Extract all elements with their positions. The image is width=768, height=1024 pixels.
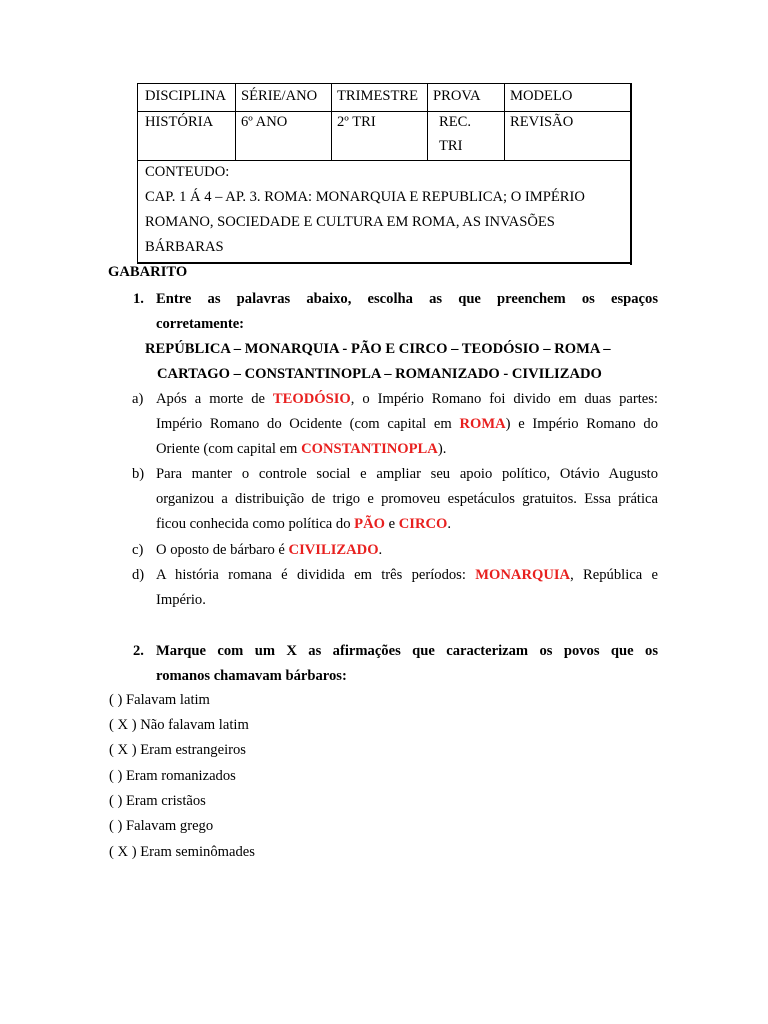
answer-teodosio: TEODÓSIO [272, 391, 351, 407]
item-a-marker: a) [132, 391, 144, 407]
conteudo-line: ROMANO, SOCIEDADE E CULTURA EM ROMA, AS INVASÕES [145, 214, 555, 230]
value-prova: REC. [439, 114, 472, 130]
item-d-marker: d) [132, 567, 145, 583]
table-border-left [137, 83, 138, 263]
item-d-line1: A história romana é dividida em três períodos: MONARQUIA, República e [156, 567, 658, 583]
header-trimestre: TRIMESTRE [337, 88, 419, 104]
q2-option: ( ) Falavam latim [109, 692, 210, 708]
answer-constantinopla: CONSTANTINOPLA [301, 441, 438, 457]
q2-number: 2. [133, 643, 144, 659]
table-col-divider [235, 83, 236, 160]
item-b-line2: organizou a distribuição de trigo e promoveu espetáculos gratuitos. Essa prática [156, 491, 658, 507]
item-c-line: O oposto de bárbaro é CIVILIZADO. [156, 542, 383, 558]
header-prova: PROVA [433, 88, 481, 104]
item-a-line2: Império Romano do Ocidente (com capital em ROMA) e Império Romano do [156, 416, 658, 432]
q2-prompt-line1: Marque com um X as afirmações que caracterizam os povos que os [156, 643, 658, 659]
value-trimestre: 2º TRI [337, 114, 376, 130]
q2-prompt-line2: romanos chamavam bárbaros: [156, 668, 347, 684]
header-serie-ano: SÉRIE/ANO [241, 88, 318, 104]
header-modelo: MODELO [510, 88, 573, 104]
q2-option: ( X ) Eram estrangeiros [109, 742, 246, 758]
table-col-divider [427, 83, 428, 160]
item-a-line1: Após a morte de TEODÓSIO, o Império Romano foi divido em duas partes: [156, 391, 658, 407]
q2-option: ( X ) Eram seminômades [109, 844, 255, 860]
conteudo-line: BÁRBARAS [145, 239, 224, 255]
q1-prompt-line1: Entre as palavras abaixo, escolha as que preenchem os espaços [156, 291, 658, 307]
item-c-marker: c) [132, 542, 144, 558]
q2-option: ( X ) Não falavam latim [109, 717, 249, 733]
word-bank-line1: REPÚBLICA – MONARQUIA - PÃO E CIRCO – TEODÓSIO – ROMA – [145, 341, 611, 357]
item-a-line3: Oriente (com capital em CONSTANTINOPLA). [156, 441, 447, 457]
value-prova-line2: TRI [439, 138, 463, 154]
item-b-line1: Para manter o controle social e ampliar seu apoio político, Otávio Augusto [156, 466, 658, 482]
header-disciplina: DISCIPLINA [145, 88, 227, 104]
word-bank-line2: CARTAGO – CONSTANTINOPLA – ROMANIZADO - CIVILIZADO [157, 366, 602, 382]
header-table [137, 83, 632, 265]
answer-roma: ROMA [459, 416, 506, 432]
table-col-divider [504, 83, 505, 160]
answer-pao: PÃO [354, 516, 385, 532]
q2-option: ( ) Eram cristãos [109, 793, 206, 809]
item-d-line2: Império. [156, 592, 206, 608]
q2-option: ( ) Eram romanizados [109, 768, 236, 784]
table-row-divider [137, 160, 632, 161]
value-modelo: REVISÃO [510, 114, 574, 130]
item-b-line3: ficou conhecida como política do PÃO e CIRCO. [156, 516, 452, 532]
item-b-marker: b) [132, 466, 145, 482]
value-disciplina: HISTÓRIA [145, 114, 214, 130]
conteudo-label: CONTEUDO: [145, 164, 230, 180]
q1-prompt-line2: corretamente: [156, 316, 245, 332]
table-row-divider [137, 111, 632, 112]
answer-civilizado: CIVILIZADO [288, 542, 379, 558]
q2-option: ( ) Falavam grego [109, 818, 214, 834]
q1-number: 1. [133, 291, 144, 307]
table-border-bottom [137, 262, 632, 264]
table-col-divider [331, 83, 332, 160]
conteudo-line: CAP. 1 Á 4 – AP. 3. ROMA: MONARQUIA E REPUBLICA; O IMPÉRIO [145, 189, 585, 205]
value-serie-ano: 6º ANO [241, 114, 288, 130]
gabarito-title: GABARITO [108, 264, 188, 280]
table-border-top [137, 83, 632, 84]
answer-circo: CIRCO [398, 516, 448, 532]
answer-monarquia: MONARQUIA [475, 567, 571, 583]
